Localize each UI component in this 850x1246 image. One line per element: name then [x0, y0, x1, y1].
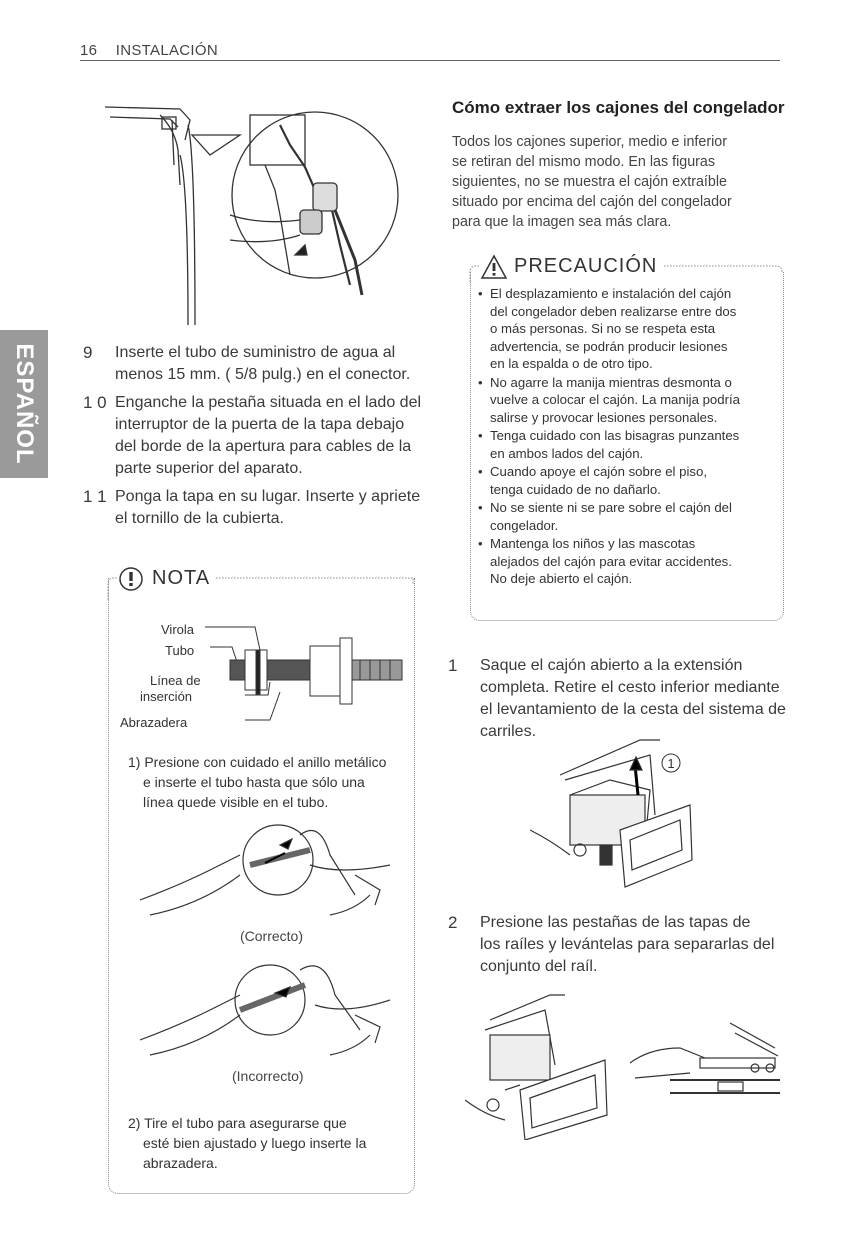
page-header	[80, 42, 218, 59]
step-10	[83, 392, 423, 480]
label-tubo: Tubo	[165, 643, 195, 658]
precaucion-title: PRECAUCIÓN	[514, 255, 658, 277]
nota-line: e inserte el tubo hasta que sólo una	[143, 774, 365, 790]
caution-line: • Cuando apoye el cajón sobre el piso,	[490, 464, 708, 479]
nota-line: 1) Presione con cuidado el anillo metálico	[128, 754, 387, 770]
drawer-rail-illustration	[465, 990, 615, 1140]
intro-line: Todos los cajones superior, medio e inferior	[452, 134, 727, 150]
step-11	[83, 486, 423, 530]
nota-title: NOTA	[152, 567, 211, 589]
warning-icon	[480, 254, 508, 280]
step-number: 2	[448, 913, 458, 932]
caution-item	[478, 499, 778, 534]
step-line: los raíles y levántelas para separarlas del	[480, 936, 775, 953]
caution-line: en la espalda o de otro tipo.	[490, 356, 653, 371]
step-line: completa. Retire el cesto inferior mediante	[480, 679, 780, 696]
nota-line: línea quede visible en el tubo.	[143, 794, 329, 810]
caution-line: advertencia, se podrán producir lesiones	[490, 338, 728, 354]
step-line: parte superior del aparato.	[115, 460, 303, 477]
section-heading: Cómo extraer los cajones del congelador	[452, 98, 785, 117]
info-icon	[118, 566, 144, 592]
language-tab	[0, 330, 48, 478]
caution-line: o más personas. Si no se respeta esta	[490, 321, 716, 336]
step-line: Presione las pestañas de las tapas de	[480, 914, 751, 931]
correct-insertion-illustration	[140, 815, 390, 925]
step-line: Ponga la tapa en su lugar. Inserte y apriete	[115, 488, 421, 505]
marker-1-label: 1	[667, 756, 675, 771]
nota-item-2	[128, 1113, 366, 1173]
intro-line: se retiran del mismo modo. En las figuras	[452, 154, 716, 170]
caution-line: • Tenga cuidado con las bisagras punzantes	[490, 428, 740, 443]
caution-line: • No se siente ni se pare sobre el cajón del	[490, 500, 732, 515]
intro-line: situado por encima del cajón del congelador	[452, 194, 732, 210]
caution-line: • No agarre la manija mientras desmonta o	[490, 374, 732, 390]
step-line: interruptor de la puerta de la tapa debajo	[115, 416, 405, 433]
step-number: 1 1	[83, 487, 107, 506]
step-line: del borde de la apertura para cables de la	[115, 438, 412, 455]
step-line: menos 15 mm. ( 5/8 pulg.) en el conector.	[115, 366, 411, 383]
intro-line: para que la imagen sea más clara.	[452, 214, 672, 230]
precaucion-list	[478, 285, 778, 589]
step-line: Enganche la pestaña situada en el lado del	[115, 394, 422, 411]
caption-incorrect: (Incorrecto)	[232, 1068, 304, 1084]
section-title-header: INSTALACIÓN	[115, 42, 218, 59]
step-line: conjunto del raíl.	[480, 958, 598, 975]
step-line: el levantamiento de la cesta del sistema de	[480, 701, 786, 718]
nota-line: abrazadera.	[143, 1155, 218, 1171]
label-abrazadera: Abrazadera	[120, 715, 188, 730]
caution-item	[478, 463, 778, 498]
nota-item-1	[128, 752, 386, 812]
page-number: 16	[80, 42, 98, 59]
caution-line: vuelve a colocar el cajón. La manija podría	[490, 392, 740, 407]
tube-insertion-diagram	[190, 620, 405, 730]
nota-line: esté bien ajustado y luego inserte la	[143, 1135, 367, 1151]
step-line: Saque el cajón abierto a la extensión	[480, 657, 743, 674]
caution-line: tenga cuidado de no dañarlo.	[490, 481, 661, 497]
caution-line: del congelador deben realizarse entre dos	[490, 303, 737, 319]
caption-correct: (Correcto)	[240, 928, 304, 944]
caution-line: • Mantenga los niños y las mascotas	[490, 536, 696, 551]
step-line: carriles.	[480, 723, 537, 740]
water-connector-illustration	[100, 95, 410, 325]
section-intro	[452, 132, 787, 232]
step-number: 9	[83, 343, 93, 362]
header-rule	[80, 60, 780, 61]
step-number: 1	[448, 656, 458, 675]
caution-line: salirse y provocar lesiones personales.	[490, 409, 718, 425]
drawer-basket-illustration	[530, 735, 695, 895]
drawer-step-2	[448, 912, 788, 982]
label-insercion: inserción	[140, 689, 193, 704]
step-line: el tornillo de la cubierta.	[115, 510, 284, 527]
drawer-step-1	[448, 655, 788, 745]
step-line: Inserte el tubo de suministro de agua al	[115, 344, 396, 361]
caution-line: en ambos lados del cajón.	[490, 445, 644, 461]
label-linea: Línea de	[150, 673, 201, 688]
caution-line: congelador.	[490, 517, 559, 533]
intro-line: siguientes, no se muestra el cajón extraíble	[452, 174, 727, 190]
incorrect-insertion-illustration	[140, 955, 390, 1065]
caution-item	[478, 285, 778, 373]
caution-line: • El desplazamiento e instalación del cajón	[490, 286, 732, 301]
caution-item	[478, 427, 778, 462]
step-9	[83, 342, 423, 386]
language-tab-label: ESPAÑOL	[11, 343, 38, 465]
label-virola: Virola	[161, 622, 195, 637]
caution-item	[478, 535, 778, 588]
caution-line: No deje abierto el cajón.	[490, 571, 633, 586]
rail-tab-illustration	[630, 1018, 780, 1098]
caution-item	[478, 374, 778, 427]
nota-line: 2) Tire el tubo para asegurarse que	[128, 1115, 347, 1131]
caution-line: alejados del cajón para evitar accidentes.	[490, 553, 732, 569]
step-number: 1 0	[83, 393, 107, 412]
